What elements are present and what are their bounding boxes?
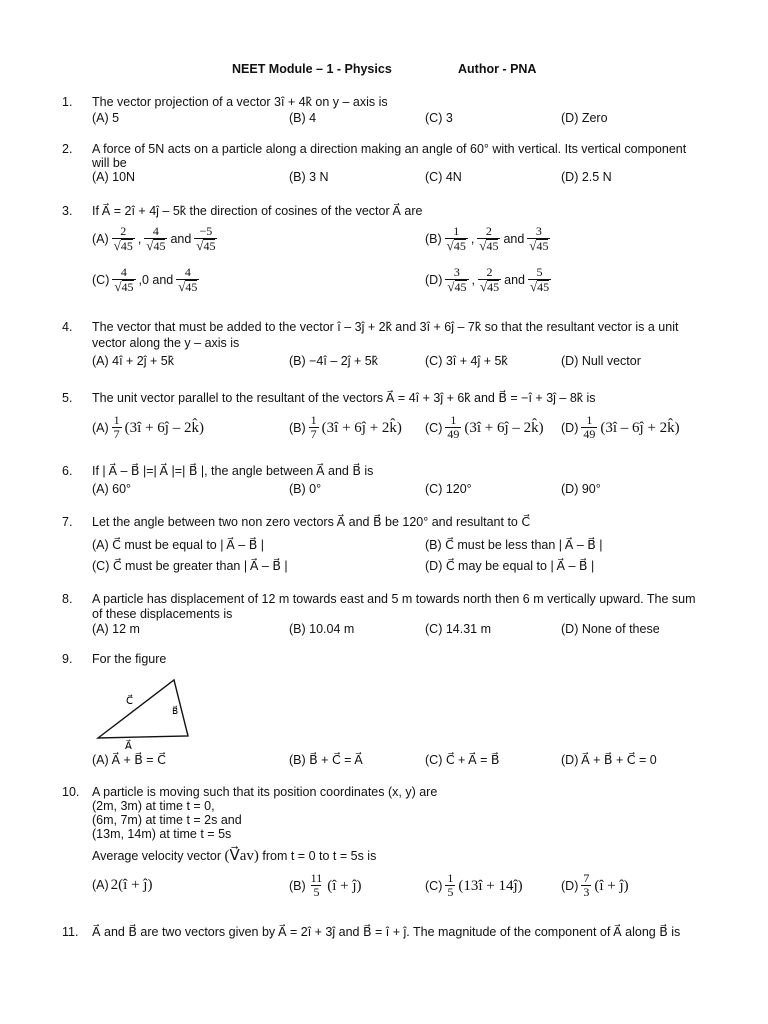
option-label: (B)	[425, 232, 442, 246]
option-label: (A)	[92, 232, 109, 246]
option-b: (B) 3 N	[289, 170, 329, 184]
vector-expression: (13î + 14ĵ)	[458, 877, 523, 894]
option-d	[561, 872, 629, 899]
question-text: If | A⃗ – B⃗ |=| A⃗ |=| B⃗ |, the angle between A⃗ and B⃗ is	[92, 464, 374, 478]
option-c	[425, 872, 523, 899]
vector-expression: (î + ĵ)	[594, 877, 629, 894]
vector-expression: (3î + 6ĵ – 2k̂)	[124, 419, 204, 436]
option-d: (D) Null vector	[561, 354, 641, 368]
fraction: $\frac{7}{3}$	[583, 871, 590, 899]
question-number: 1.	[62, 95, 73, 109]
option-c: (C) 3î + 4ĵ + 5k̂	[425, 354, 508, 368]
option-label: (C)	[425, 420, 443, 435]
option-d: (D) None of these	[561, 622, 660, 636]
vector-expression: 2(î + ĵ)	[110, 877, 153, 893]
option-b: (B) 1 √ 45 , 2 √ 45 and 3 √ 45	[425, 224, 549, 253]
position-line: (13m, 14m) at time t = 5s	[92, 827, 232, 841]
option-d: (D) C⃗ may be equal to | A⃗ – B⃗ |	[425, 559, 595, 573]
option-d: (D) 3 √ 45 , 2 √ 45 and 5 √ 45	[425, 265, 550, 294]
fraction: 1 √ 45	[446, 224, 466, 253]
fraction: 5 √ 45	[529, 265, 550, 294]
question-number: 2.	[62, 142, 73, 156]
option-a: (A) 10N	[92, 170, 136, 184]
fraction: 2 √ 45	[479, 224, 499, 253]
velocity-text-end: from t = 0 to t = 5s is	[262, 849, 377, 863]
fraction: $\frac{1}{49}$	[447, 413, 460, 441]
option-a: (A) 2 √ 45 , 4 √ 45 and −5 √ 45	[92, 224, 216, 253]
question-text: The vector that must be added to the vector î – 3ĵ + 2k̂ and 3î + 6ĵ – 7k̂ so that the resultant vector is a unit	[92, 320, 679, 334]
option-c: (C) 120°	[425, 482, 472, 496]
option-c: (C) C⃗ + A⃗ = B⃗	[425, 753, 500, 767]
option-d	[561, 414, 680, 441]
fraction: $\frac{1}{5}$	[447, 871, 454, 899]
option-label: (B)	[289, 420, 306, 435]
option-b	[289, 872, 362, 899]
option-c: (C) 4N	[425, 170, 462, 184]
option-a	[92, 414, 204, 441]
option-a: (A) 5	[92, 111, 120, 125]
position-line: (2m, 3m) at time t = 0,	[92, 799, 215, 813]
option-b: (B) B⃗ + C⃗ = A⃗	[289, 753, 363, 767]
option-c	[92, 266, 200, 294]
option-a: (A) A⃗ + B⃗ = C⃗	[92, 753, 166, 767]
question-text: The unit vector parallel to the resultant of the vectors A⃗ = 4î + 3ĵ + 6k̂ and B⃗ = −î + 3ĵ – 8k̂ is	[92, 391, 596, 405]
question-text: A force of 5N acts on a particle along a direction making an angle of 60° with vertical. Its vertical component	[92, 142, 687, 156]
option-b: (B) −4î – 2ĵ + 5k̂	[289, 354, 378, 368]
option-label: (D)	[561, 878, 579, 893]
question-text-cont: will be	[92, 156, 127, 170]
question-text: Let the angle between two non zero vectors A⃗ and B⃗ be 120° and resultant to C⃗	[92, 515, 531, 529]
fraction: 2 √ 45	[113, 224, 133, 253]
option-a: (A) C⃗ must be equal to | A⃗ – B⃗ |	[92, 538, 265, 552]
option-label: (D)	[425, 273, 443, 287]
fraction: 4 √ 45	[146, 224, 166, 253]
question-text-cont: of these displacements is	[92, 607, 233, 621]
option-c: (C) 14.31 m	[425, 622, 491, 636]
question-number: 8.	[62, 592, 73, 606]
module-title: NEET Module – 1 - Physics	[232, 62, 392, 76]
and-text: and	[170, 232, 192, 246]
fraction: −5 √ 45	[196, 224, 216, 253]
label-c: C⃗	[126, 696, 133, 707]
option-a: (A) 12 m	[92, 622, 140, 636]
option-b: (B) 10.04 m	[289, 622, 355, 636]
question-text: If A⃗ = 2î + 4ĵ – 5k̂ the direction of cosines of the vector A⃗ are	[92, 204, 423, 218]
option-b	[289, 414, 402, 441]
position-line: (6m, 7m) at time t = 2s and	[92, 813, 242, 827]
question-number: 10.	[62, 785, 80, 799]
question-number: 5.	[62, 391, 73, 405]
fraction: $\frac{1}{7}$	[310, 413, 317, 441]
option-label: (A)	[92, 420, 109, 435]
fraction: $\frac{1}{49}$	[583, 413, 596, 441]
option-d: (D) Zero	[561, 111, 608, 125]
velocity-line	[92, 849, 376, 863]
option-a: (A) 60°	[92, 482, 132, 496]
mid-text: ,0 and	[138, 273, 174, 287]
option-label: (A)	[92, 878, 109, 892]
option-c: (C) C⃗ must be greater than | A⃗ – B⃗ |	[92, 559, 288, 573]
question-text: The vector projection of a vector 3î + 4k̂ on y – axis is	[92, 95, 388, 109]
label-a: A⃗	[125, 741, 132, 752]
vector-expression: (3î + 6ĵ – 2k̂)	[464, 419, 544, 436]
question-number: 3.	[62, 204, 73, 218]
question-number: 11.	[62, 925, 79, 939]
fraction: 4 √ 45	[114, 265, 134, 294]
and-text: and	[503, 232, 525, 246]
option-label: (C)	[425, 878, 443, 893]
label-b: B⃗	[172, 706, 179, 716]
velocity-text: Average velocity vector	[92, 849, 221, 863]
question-text: For the figure	[92, 652, 167, 666]
velocity-symbol: (V⃗av)	[224, 848, 259, 864]
option-label: (D)	[561, 420, 579, 435]
option-c: (C) 3	[425, 111, 453, 125]
vector-expression: (3î + 6ĵ + 2k̂)	[321, 419, 402, 436]
option-b: (B) C⃗ must be less than | A⃗ – B⃗ |	[425, 538, 603, 552]
author-label: Author - PNA	[458, 62, 537, 76]
fraction: 3 √ 45	[447, 265, 467, 294]
fraction: 4 √ 45	[178, 265, 198, 294]
option-a: (A) 4î + 2ĵ + 5k̂	[92, 354, 174, 368]
fraction: 2 √ 45	[479, 265, 500, 294]
question-number: 4.	[62, 320, 73, 334]
option-b: (B) 4	[289, 111, 317, 125]
option-d: (D) A⃗ + B⃗ + C⃗ = 0	[561, 753, 657, 767]
question-text-cont: vector along the y – axis is	[92, 336, 240, 350]
fraction: $\frac{11}{5}$	[310, 871, 323, 899]
option-b: (B) 0°	[289, 482, 322, 496]
question-number: 7.	[62, 515, 73, 529]
option-label: (B)	[289, 878, 306, 893]
question-number: 6.	[62, 464, 73, 478]
option-d: (D) 90°	[561, 482, 601, 496]
question-text: A⃗ and B⃗ are two vectors given by A⃗ = 2î + 3ĵ and B⃗ = î + ĵ. The magnitude of the component of A⃗ along B⃗ is	[92, 925, 681, 939]
option-d: (D) 2.5 N	[561, 170, 612, 184]
vector-triangle-figure	[92, 672, 202, 752]
vector-expression: (î + ĵ)	[327, 877, 362, 894]
fraction: $\frac{1}{7}$	[113, 413, 120, 441]
option-label: (C)	[92, 273, 110, 287]
question-text: A particle has displacement of 12 m towards east and 5 m towards north then 6 m vertically upward. The sum	[92, 592, 696, 606]
vector-expression: (3î – 6ĵ + 2k̂)	[600, 419, 680, 436]
and-text: and	[504, 273, 525, 287]
option-a	[92, 878, 152, 892]
question-text: A particle is moving such that its position coordinates (x, y) are	[92, 785, 438, 799]
fraction: 3 √ 45	[529, 224, 549, 253]
option-c	[425, 414, 544, 441]
question-number: 9.	[62, 652, 73, 666]
